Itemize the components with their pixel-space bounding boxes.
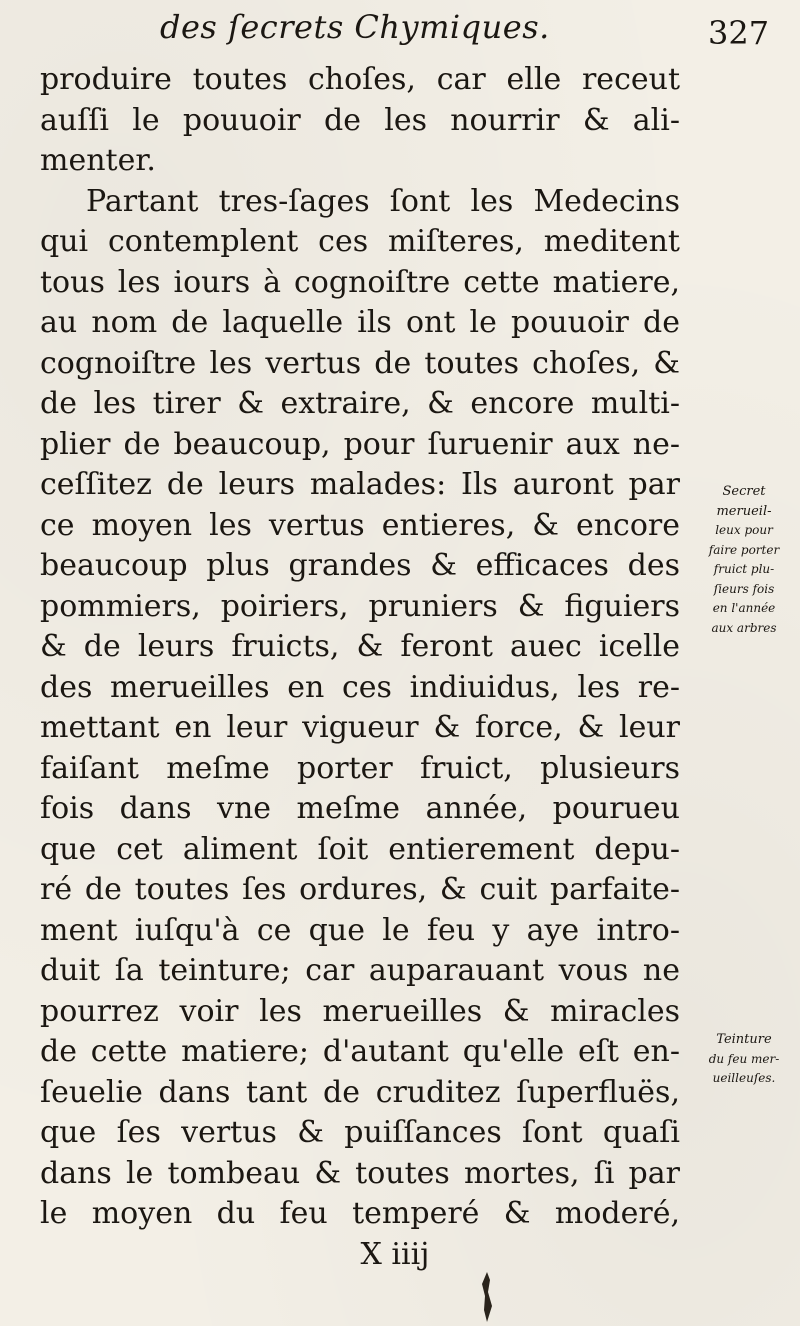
text-line: faiſant meſme porter fruict, plusieurs xyxy=(40,750,680,786)
marginal-note-secret xyxy=(692,482,796,638)
marginal-note-line: faire porter xyxy=(708,542,780,557)
text-line: de les tirer & extraire, & encore multi- xyxy=(40,386,680,421)
marginal-note-line: ſieurs fois xyxy=(713,581,775,596)
text-line: Partant tres-ſages ſont les Medecins xyxy=(86,183,680,219)
text-line: ré de toutes ſes ordures, & cuit parfaite- xyxy=(40,872,680,907)
running-title: des ſecrets Chymiques. xyxy=(160,8,550,46)
text-line: que cet aliment ſoit entierement depu- xyxy=(40,831,680,867)
signature-mark: X iiij xyxy=(360,1236,430,1272)
text-line: dans le tombeau & toutes mortes, ſi par xyxy=(40,1155,680,1191)
text-line: le moyen du feu temperé & moderé, xyxy=(40,1196,680,1231)
text-line: plier de beaucoup, pour ſuruenir aux ne- xyxy=(40,426,680,462)
text-line: pourrez voir les merueilles & miracles xyxy=(40,993,680,1029)
text-line: pommiers, poiriers, pruniers & figuiers xyxy=(40,588,680,624)
text-line: ceſſitez de leurs malades: Ils auront par xyxy=(40,467,680,502)
text-line: ce moyen les vertus entieres, & encore xyxy=(40,507,680,543)
text-line: tous les iours à cognoiſtre cette matiere, xyxy=(40,264,680,300)
text-line: auſſi le pouuoir de les nourrir & ali- xyxy=(40,102,680,138)
marginal-note-line: en l'année xyxy=(712,601,776,615)
text-line: qui contemplent ces miſteres, meditent xyxy=(40,224,680,259)
text-line: fois dans vne meſme année, pourueu xyxy=(40,791,680,826)
marginal-note-line: du feu mer- xyxy=(708,1051,780,1066)
marginal-note-line: Teinture xyxy=(716,1032,772,1047)
marginal-note-teinture xyxy=(692,1030,796,1089)
text-line: beaucoup plus grandes & efficaces des xyxy=(40,548,680,583)
text-line: ſeuelie dans tant de cruditez ſuperfluës, xyxy=(40,1074,680,1110)
ink-blot-decoration xyxy=(478,1272,496,1322)
text-line: ment iuſqu'à ce que le feu y aye intro- xyxy=(40,912,680,948)
text-line: de cette matiere; d'autant qu'elle eſt en- xyxy=(40,1034,680,1069)
text-line: cognoiſtre les vertus de toutes choſes, & xyxy=(40,345,680,381)
page-number: 327 xyxy=(708,14,770,52)
text-line: produire toutes choſes, car elle receut xyxy=(40,62,680,97)
marginal-note-line: fruict plu- xyxy=(713,562,775,576)
text-line: & de leurs fruicts, & feront auec icelle xyxy=(40,629,680,664)
body-text xyxy=(40,60,680,1275)
marginal-note-line: leux pour xyxy=(715,523,773,537)
marginal-note-line: aux arbres xyxy=(711,620,777,635)
text-line: des merueilles en ces indiuidus, les re- xyxy=(40,669,680,705)
text-line: que ſes vertus & puiſſances ſont quaſi xyxy=(40,1115,680,1150)
text-line: duit ſa teinture; car auparauant vous ne xyxy=(40,953,680,988)
text-line: au nom de laquelle ils ont le pouuoir de xyxy=(40,305,680,340)
text-line: menter. xyxy=(40,143,156,178)
text-line: mettant en leur vigueur & force, & leur xyxy=(40,710,680,745)
marginal-note-line: Secret xyxy=(722,484,766,499)
marginal-note-line: merueil- xyxy=(716,503,772,519)
marginal-note-line: ueilleuſes. xyxy=(712,1071,776,1085)
